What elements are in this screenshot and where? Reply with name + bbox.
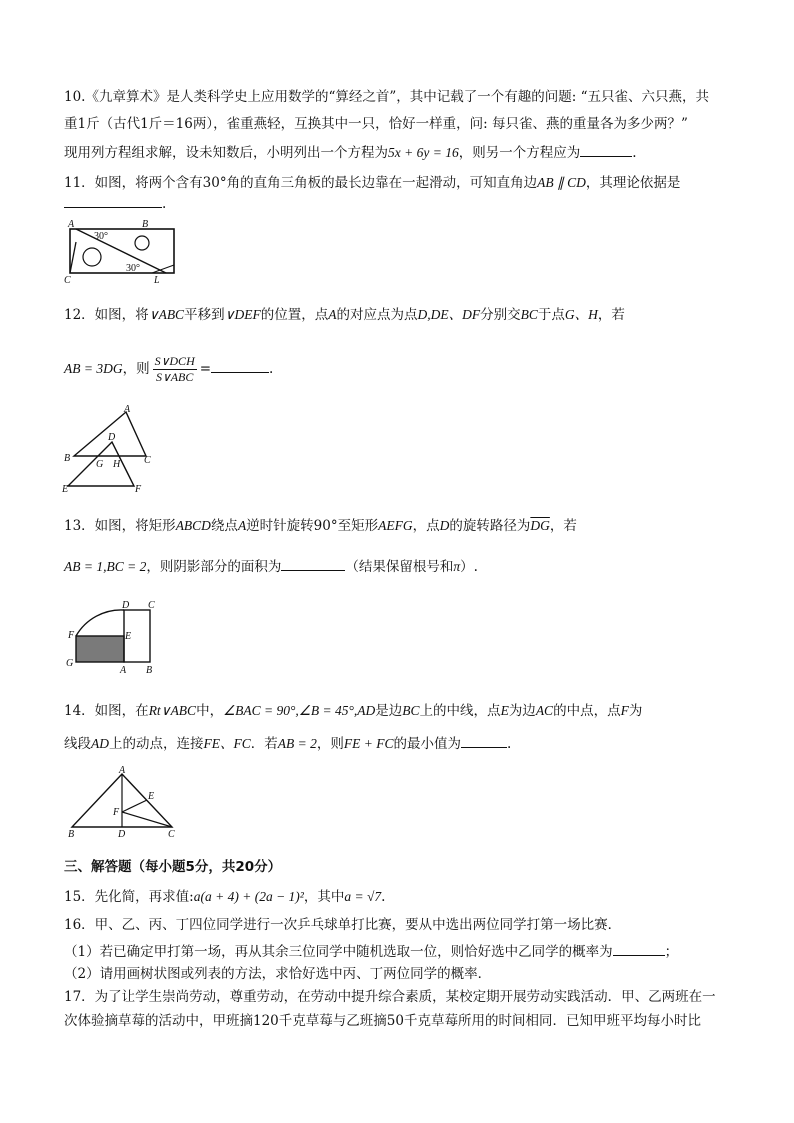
q15-text-b: ，其中 [303,889,345,905]
label-A: A [120,665,127,676]
q14-angles: ∠BAC = 90°,∠B = 45°,AD [223,703,376,718]
period: . [632,145,637,161]
q12-point-a: A [328,307,337,322]
q13-condition: AB = 1,BC = 2 [64,559,147,574]
q14-text-b: 中， [196,703,224,719]
label-L: L [154,275,160,286]
q13-figure [64,598,164,676]
q14-text-l: 的最小值为 [393,736,461,752]
q14-segment: BC [402,703,420,718]
q14-text-h: 线段 [64,736,91,752]
q13-text-end: ）. [460,559,478,575]
label-E: E [125,631,132,642]
q11-text-b: ，其理论依据是 [585,175,681,191]
q14-segment-ad: AD [91,736,109,751]
q15-text: 15．先化简，再求值: [64,889,194,905]
q16-line3: （2）请用画树状图或列表的方法，求恰好选中丙、丁两位同学的概率． [64,966,492,982]
q13-text-b: 绕点 [210,518,238,534]
q12-text-g: 于点 [537,307,565,323]
segment-fe [122,800,147,812]
q13-text-c: 逆时针旋转90°至矩形 [246,518,379,534]
q12-text-b: 平移到 [184,307,225,323]
label-F: F [113,807,120,818]
answer-blank [580,142,632,157]
period: . [381,889,386,905]
label-C: C [148,600,155,611]
q14-text-c: 是边 [375,703,403,719]
label-F: F [68,630,75,641]
q14-condition: AB = 2 [277,736,317,751]
label-A: A [68,219,75,230]
label-A: A [124,404,131,415]
q16-part1: （1）若已确定甲打第一场，再从其余三位同学中随机选取一位，则恰好选中乙同学的概率为 [64,944,613,960]
angle-label-bottom: 30° [126,263,140,274]
q10-text: 现用列方程组求解，设未知数后，小明列出一个方程为 [64,145,388,161]
label-B: B [146,665,153,676]
q12-figure [60,406,156,496]
q12-text-c: 的位置，点 [260,307,329,323]
semicolon: ； [664,944,679,960]
q12-triangle-def: ∨DEF [224,307,261,322]
q13-line1 [64,517,744,535]
label-C: C [168,829,175,840]
q14-sum: FE + FC [343,736,394,751]
label-F: F [135,484,142,495]
period: . [506,736,512,752]
label-C: C [64,275,71,286]
q16-line2 [64,941,744,961]
q12-text-d: 的对应点为点 [336,307,418,323]
q12-text: 12．如图，将 [64,307,149,323]
q14-text-f: 的中点，点 [553,703,621,719]
q13-text-d: ，点 [412,518,440,534]
equals-sign: = [199,361,212,377]
q11-figure [62,220,182,286]
answer-blank [281,556,345,571]
q11-math: AB ∥ CD [537,175,586,190]
shaded-region [76,636,124,662]
label-A: A [119,765,126,776]
q14-text-k: ，则 [316,736,344,752]
q13-rect-aefg: AEFG [378,518,413,533]
label-D: D [118,829,126,840]
label-B: B [68,829,75,840]
q12-triangle-abc: ∨ABC [148,307,185,322]
q11-line1 [64,174,744,192]
q14-line2 [64,733,744,753]
angle-label-top: 30° [94,231,108,242]
label-E: E [148,791,155,802]
q14-triangle: Rt∨ABC [148,703,197,718]
q13-point-a: A [237,518,247,533]
q12-line1 [64,306,744,324]
q12-gh: G、H [564,307,598,322]
q13-rect-abcd: ABCD [175,518,211,533]
q17-line2: 次体验摘草莓的活动中，甲班摘120千克草莓与乙班摘50千克草莓所用的时间相同．已知甲班平均每小时比 [64,1013,701,1029]
label-D: D [122,600,130,611]
q14-figure [64,764,180,840]
label-D: D [108,432,116,443]
rotation-arc [76,610,124,636]
label-C: C [144,455,151,466]
q12-text-then: ，则 [122,361,150,377]
q10-line2: 重1斤（古代1斤＝16两），雀重燕轻，互换其中一只，恰好一样重，问: 每只雀、燕的重量各为多少两？” [64,116,688,132]
q14-text-i: 上的动点，连接 [109,736,204,752]
q10-line1: 10.《九章算术》是人类科学史上应用数学的“算经之首”，其中记载了一个有趣的问题: “五只雀、六只燕，共 [64,89,710,105]
q15-line [64,888,744,906]
q12-fraction [153,354,197,385]
q14-text-d: 上的中线，点 [419,703,501,719]
q12-text-f: 分别交 [480,307,521,323]
q10-line3 [64,142,744,162]
q14-text: 14．如图，在 [64,703,149,719]
q13-text-e: 的旋转路径为 [449,518,531,534]
q15-expression: a(a + 4) + (2a − 1)² [193,889,304,904]
label-G: G [66,658,74,669]
period: . [269,361,274,377]
q14-point-e: E [500,703,509,718]
q14-text-g: 为 [628,703,643,719]
q11-text: 11．如图，将两个含有30°角的直角三角板的最长边靠在一起滑动，可知直角边 [64,175,538,191]
q14-point-f: F [620,703,629,718]
label-B: B [64,453,71,464]
q11-line2 [64,193,744,213]
label-H: H [113,459,121,470]
section-heading: 三、解答题（每小题5分，共20分） [64,859,282,875]
q12-line2 [64,352,744,386]
fraction-denominator: S∨ABC [155,370,194,384]
q13-arc: $\overline{DG}$ [530,518,550,533]
q13-text-f: ，若 [549,518,577,534]
q10-text-b: ，则另一个方程应为 [458,145,581,161]
q12-text-h: ，若 [597,307,625,323]
q14-segment-ac: AC [535,703,554,718]
q15-value: a = √7 [344,889,382,904]
q10-equation: 5x + 6y = 16 [388,145,459,160]
answer-blank [211,358,269,373]
label-B: B [142,219,149,230]
answer-blank [613,941,665,956]
hypotenuse [76,229,166,273]
hole-right [135,236,149,250]
left-edge [70,242,76,273]
q13-text-note: （结果保留根号和 [345,559,454,575]
q12-condition: AB = 3DG [64,361,123,376]
q13-line2 [64,556,744,576]
q12-segment: BC [520,307,538,322]
q14-segments: FE、FC [203,736,251,751]
q16-line1: 16．甲、乙、丙、丁四位同学进行一次乒乓球单打比赛，要从中选出两位同学打第一场比赛． [64,917,622,933]
period: . [162,196,167,212]
q14-text-j: ．若 [250,736,278,752]
q13-text-area: ，则阴影部分的面积为 [146,559,282,575]
label-E: E [62,484,69,495]
pi-symbol: π [453,559,461,574]
q17-line1: 17．为了让学生崇尚劳动，尊重劳动，在劳动中提升综合素质，某校定期开展劳动实践活动．甲、乙两班在一 [64,989,716,1005]
q13-text: 13．如图，将矩形 [64,518,176,534]
hole-left [83,248,101,266]
q14-text-e: 为边 [508,703,536,719]
q14-line1 [64,702,744,720]
q13-point-d: D [439,518,450,533]
label-G: G [96,459,104,470]
answer-blank [64,193,162,208]
fraction-numerator: S∨DCH [154,354,195,368]
answer-blank [461,733,507,748]
q12-points: D,DE、DF [417,307,481,322]
